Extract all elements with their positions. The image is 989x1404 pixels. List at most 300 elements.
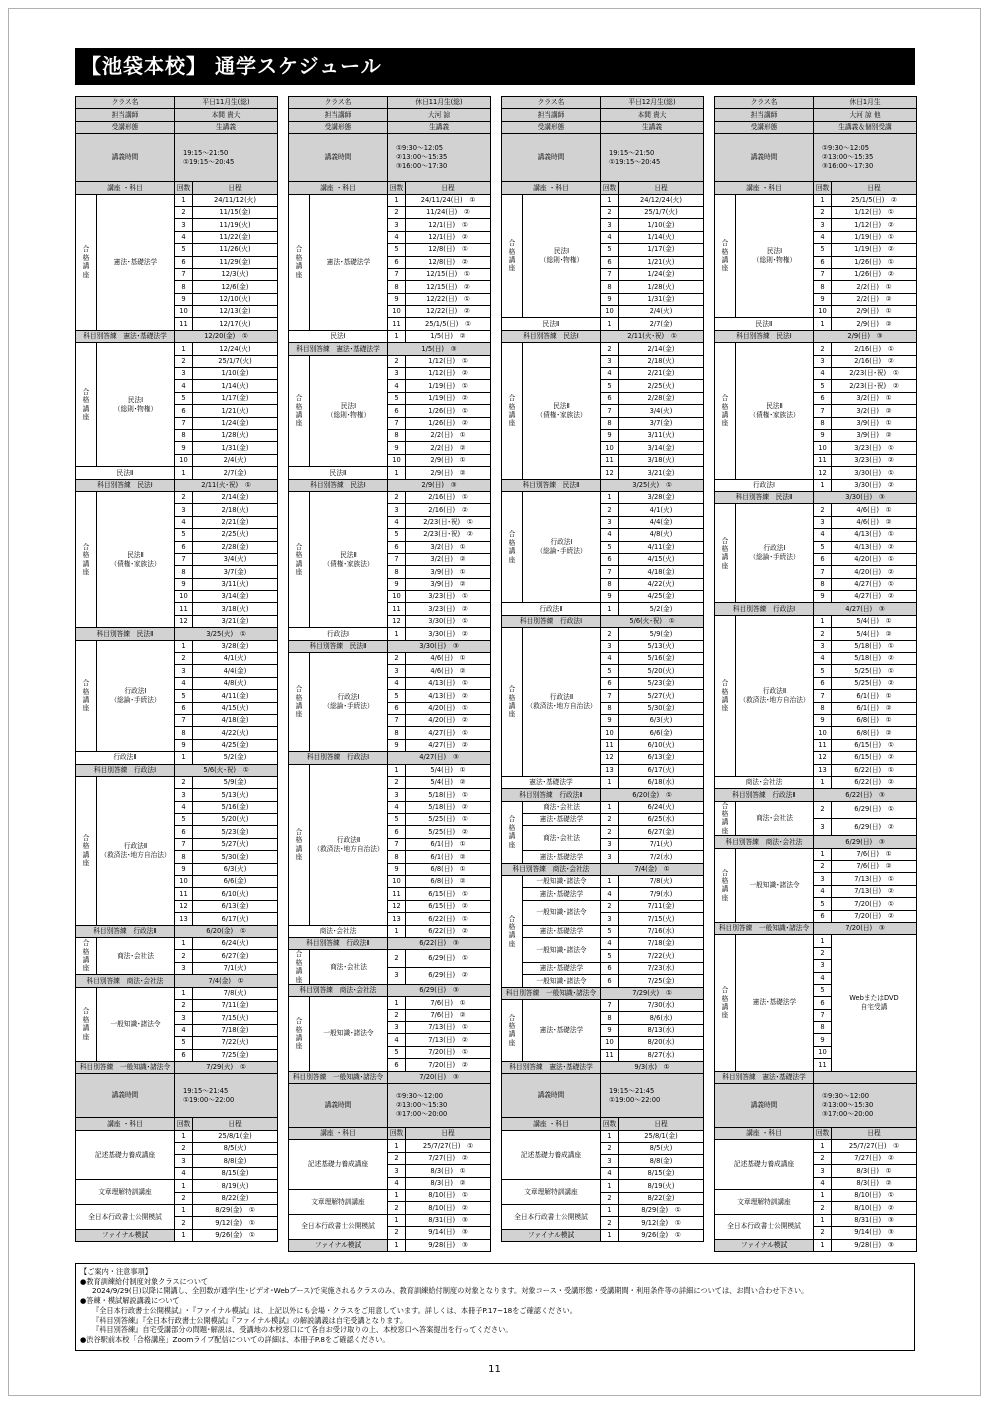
session-date: 7/6(日) ① bbox=[832, 848, 917, 860]
session-number: 2 bbox=[388, 1202, 406, 1214]
session-number: 6 bbox=[388, 826, 406, 838]
session-date: 6/15(日) ② bbox=[832, 752, 917, 764]
subject-name: 憲法･基礎法学 bbox=[310, 194, 388, 330]
session-date: 7/20(日) ① bbox=[406, 1046, 491, 1058]
session-date: 3/28(金) bbox=[193, 640, 278, 652]
count-header: 回数 bbox=[601, 182, 619, 194]
subject-name: 商法･会社法 bbox=[97, 938, 175, 975]
course-header: 講座 ・科目 bbox=[289, 1128, 388, 1140]
session-number: 2 bbox=[814, 628, 832, 640]
extra-course-name: 記述基礎力養成講座 bbox=[289, 1140, 388, 1190]
session-date: 8/22(金) bbox=[619, 1192, 704, 1204]
session-number: 7 bbox=[175, 417, 193, 429]
table-row bbox=[289, 752, 491, 764]
answer-drill-label: 科目別答練 一般知識･諸法令 bbox=[76, 1061, 175, 1073]
table-row bbox=[289, 1189, 491, 1201]
subject-name: 民法Ⅱ （債権･家族法） bbox=[97, 491, 175, 627]
answer-drill-date: 4/27(日) ③ bbox=[814, 603, 917, 615]
count-header: 回数 bbox=[601, 1118, 619, 1130]
session-number: 7 bbox=[175, 268, 193, 280]
session-number: 3 bbox=[601, 355, 619, 367]
session-date: 4/6(日) ② bbox=[406, 665, 491, 677]
session-number: 5 bbox=[601, 244, 619, 256]
session-number: 6 bbox=[814, 910, 832, 922]
session-date: 6/8(日) ② bbox=[406, 876, 491, 888]
pass-course-label: 合 格 講 座 bbox=[289, 194, 310, 330]
table-row bbox=[76, 938, 278, 950]
schedule-table bbox=[714, 96, 917, 1252]
table-row bbox=[289, 479, 491, 491]
session-number: 11 bbox=[175, 603, 193, 615]
table-row bbox=[289, 355, 491, 367]
session-date: 7/20(日) ① bbox=[832, 898, 917, 910]
schedule-column-2 bbox=[288, 96, 490, 1252]
table-row bbox=[289, 950, 491, 967]
course-header: 講座 ・科目 bbox=[289, 182, 388, 194]
session-date: 2/25(火) bbox=[193, 529, 278, 541]
table-row bbox=[715, 194, 917, 206]
answer-drill-date: 12/20(金) ① bbox=[175, 330, 278, 342]
subject-name: 行政法Ⅱ （救済法･地方自治法） bbox=[310, 764, 388, 925]
session-date: 1/5(日) ② bbox=[406, 330, 491, 342]
session-date: 5/2(金) bbox=[193, 752, 278, 764]
session-date: 7/22(火) bbox=[619, 950, 704, 962]
session-date: 7/11(金) bbox=[193, 999, 278, 1011]
session-number: 1 bbox=[814, 1214, 832, 1226]
table-row bbox=[502, 182, 704, 194]
session-date: 7/13(日) ① bbox=[406, 1022, 491, 1034]
session-number: 8 bbox=[601, 417, 619, 429]
table-row bbox=[715, 479, 917, 491]
session-number: 5 bbox=[175, 392, 193, 404]
header-label: 担当講師 bbox=[502, 109, 601, 121]
pass-course-label: 合 格 講 座 bbox=[715, 848, 736, 922]
header-label: クラス名 bbox=[715, 97, 814, 109]
table-row bbox=[289, 984, 491, 996]
session-date: 24/12/24(火) bbox=[619, 194, 704, 206]
session-number: 5 bbox=[601, 380, 619, 392]
session-date: 2/9(日) ② bbox=[832, 318, 917, 330]
note-item bbox=[80, 1286, 910, 1296]
session-number: 1 bbox=[388, 1214, 406, 1226]
time-value: ①9:30～12:05 ②13:00～15:35 ③16:00～17:30 bbox=[814, 134, 917, 182]
answer-drill-date: 6/20(金) ① bbox=[601, 789, 704, 801]
table-row bbox=[502, 863, 704, 875]
session-date: 6/13(金) bbox=[619, 752, 704, 764]
table-row bbox=[502, 1074, 704, 1118]
session-date: 4/4(金) bbox=[193, 665, 278, 677]
table-row bbox=[502, 603, 704, 615]
schedule-table bbox=[501, 96, 704, 1242]
session-number: 5 bbox=[388, 529, 406, 541]
session-number: 2 bbox=[175, 999, 193, 1011]
subject-name: 一般知識･諸法令 bbox=[523, 876, 601, 888]
session-date: 9/28(日) ③ bbox=[406, 1239, 491, 1251]
session-number: 9 bbox=[601, 1024, 619, 1036]
session-date: 6/29(日) ① bbox=[832, 801, 917, 818]
pass-course-label: 合 格 講 座 bbox=[715, 343, 736, 479]
answer-drill-date: 4/27(日) ③ bbox=[388, 752, 491, 764]
note-item bbox=[80, 1325, 910, 1335]
session-number: 2 bbox=[601, 900, 619, 912]
session-number: 5 bbox=[814, 244, 832, 256]
table-row bbox=[76, 975, 278, 987]
table-row bbox=[502, 925, 704, 937]
session-date: 2/28(金) bbox=[619, 392, 704, 404]
session-number: 11 bbox=[388, 603, 406, 615]
session-date: 8/31(日) ③ bbox=[406, 1214, 491, 1226]
session-date: 3/7(金) bbox=[619, 417, 704, 429]
session-date: 5/25(日) ② bbox=[832, 677, 917, 689]
session-number: 8 bbox=[388, 727, 406, 739]
session-number: 2 bbox=[814, 801, 832, 818]
extra-course-name: 全日本行政書士公開模試 bbox=[502, 1205, 601, 1230]
class-name: 休日1月生 bbox=[814, 97, 917, 109]
session-date: 8/10(日) ① bbox=[406, 1189, 491, 1201]
table-row bbox=[76, 640, 278, 652]
date-header: 日程 bbox=[832, 1128, 917, 1140]
session-date: 4/8(火) bbox=[619, 529, 704, 541]
session-date: 1/28(火) bbox=[619, 281, 704, 293]
session-date: 8/27(水) bbox=[619, 1049, 704, 1061]
session-date: 7/20(日) ② bbox=[406, 1059, 491, 1071]
subject-name: 商法･会社法 bbox=[523, 826, 601, 851]
table-row bbox=[502, 1130, 704, 1142]
pass-course-label: 合 格 講 座 bbox=[76, 343, 97, 467]
session-number: 1 bbox=[814, 615, 832, 627]
session-number: 2 bbox=[388, 491, 406, 503]
session-number: 9 bbox=[175, 442, 193, 454]
session-number: 3 bbox=[175, 504, 193, 516]
session-date: 6/24(火) bbox=[193, 938, 278, 950]
table-row bbox=[289, 194, 491, 206]
answer-drill-date: 6/29(日) ③ bbox=[814, 836, 917, 848]
session-date: 2/9(日) ① bbox=[406, 454, 491, 466]
session-date: 5/4(日) ① bbox=[832, 615, 917, 627]
session-date: 1/14(火) bbox=[193, 380, 278, 392]
session-number: 5 bbox=[601, 665, 619, 677]
class-name: 平日11月生(総) bbox=[175, 97, 278, 109]
header-label: 担当講師 bbox=[715, 109, 814, 121]
time-label: 講義時間 bbox=[502, 1074, 601, 1118]
session-number: 7 bbox=[814, 690, 832, 702]
session-date: 5/9(金) bbox=[193, 776, 278, 788]
table-row bbox=[715, 1214, 917, 1226]
schedule-column-4 bbox=[714, 96, 916, 1252]
session-date: 1/19(日) ① bbox=[832, 231, 917, 243]
session-date: 6/17(火) bbox=[193, 913, 278, 925]
session-date: 7/18(金) bbox=[193, 1024, 278, 1036]
table-row bbox=[76, 134, 278, 182]
session-number: 5 bbox=[601, 541, 619, 553]
session-number: 1 bbox=[388, 1189, 406, 1201]
course-header: 講座 ・科目 bbox=[502, 1118, 601, 1130]
table-row bbox=[289, 97, 491, 109]
session-number: 2 bbox=[388, 355, 406, 367]
session-date: 25/7/27(日) ① bbox=[832, 1140, 917, 1152]
pass-course-label: 合 格 講 座 bbox=[76, 987, 97, 1061]
session-date: 6/27(金) bbox=[619, 826, 704, 838]
answer-drill-date: 9/3(水) ① bbox=[601, 1061, 704, 1073]
note-bullet: ● bbox=[80, 1296, 87, 1306]
session-number: 4 bbox=[175, 1167, 193, 1179]
session-date: 8/20(水) bbox=[619, 1037, 704, 1049]
session-date: 2/7(金) bbox=[619, 318, 704, 330]
session-number: 8 bbox=[814, 417, 832, 429]
table-row bbox=[289, 1140, 491, 1152]
table-row bbox=[715, 1189, 917, 1201]
answer-drill-date: 3/25(火) ① bbox=[175, 628, 278, 640]
session-number: 2 bbox=[175, 1217, 193, 1229]
session-date: 7/2(水) bbox=[619, 851, 704, 863]
session-number: 1 bbox=[601, 1229, 619, 1241]
session-date: 6/15(日) ① bbox=[406, 888, 491, 900]
session-number: 8 bbox=[175, 281, 193, 293]
session-date: 3/18(火) bbox=[193, 603, 278, 615]
answer-drill-label: 科目別答練 行政法Ⅱ bbox=[76, 925, 175, 937]
session-date: 2/23(日･祝) ② bbox=[406, 529, 491, 541]
subject-name: 民法Ⅰ （総則･物権） bbox=[736, 194, 814, 318]
schedule-table bbox=[288, 96, 491, 1252]
session-number: 2 bbox=[388, 1227, 406, 1239]
session-date: 5/20(火) bbox=[193, 814, 278, 826]
teacher-name: 本間 貴大 bbox=[175, 109, 278, 121]
session-date: 7/9(水) bbox=[619, 888, 704, 900]
session-number: 10 bbox=[814, 306, 832, 318]
answer-drill-label: 科目別答練 一般知識･諸法令 bbox=[289, 1071, 388, 1083]
table-row bbox=[76, 1061, 278, 1073]
answer-drill-label: 科目別答練 民法Ⅱ bbox=[289, 640, 388, 652]
session-date: 4/18(金) bbox=[619, 566, 704, 578]
note-text: 教育訓練給付制度対象クラスについて bbox=[86, 1276, 209, 1286]
answer-drill-date: 7/29(火) ① bbox=[601, 987, 704, 999]
session-date: 2/2(日) ② bbox=[406, 442, 491, 454]
table-row bbox=[715, 776, 917, 788]
session-number: 3 bbox=[814, 960, 832, 972]
table-row bbox=[502, 109, 704, 121]
session-date: 9/12(金) ① bbox=[193, 1217, 278, 1229]
session-number: 6 bbox=[601, 256, 619, 268]
subject-name: 憲法･基礎法学 bbox=[523, 851, 601, 863]
session-date: 4/27(日) ① bbox=[406, 727, 491, 739]
session-number: 2 bbox=[388, 206, 406, 218]
date-header: 日程 bbox=[406, 1128, 491, 1140]
session-date: 7/6(日) ① bbox=[406, 997, 491, 1009]
session-date: 25/8/1(金) bbox=[619, 1130, 704, 1142]
count-header: 回数 bbox=[814, 182, 832, 194]
table-row bbox=[76, 121, 278, 133]
session-date: 6/15(日) ② bbox=[406, 900, 491, 912]
session-date: 2/9(日) ① bbox=[832, 306, 917, 318]
session-number: 9 bbox=[601, 714, 619, 726]
extra-course-name: 全日本行政書士公開模試 bbox=[76, 1205, 175, 1230]
session-date: 12/6(金) bbox=[193, 281, 278, 293]
pass-course-label: 合 格 講 座 bbox=[715, 194, 736, 318]
session-number: 5 bbox=[388, 392, 406, 404]
session-number: 9 bbox=[814, 714, 832, 726]
answer-drill-date: 6/20(金) ① bbox=[175, 925, 278, 937]
session-number: 4 bbox=[601, 231, 619, 243]
table-row bbox=[76, 194, 278, 206]
session-number: 4 bbox=[175, 380, 193, 392]
answer-drill-label: 科目別答練 民法Ⅱ bbox=[76, 628, 175, 640]
session-date: 6/22(日) ① bbox=[832, 764, 917, 776]
session-date: 11/15(金) bbox=[193, 206, 278, 218]
session-number: 1 bbox=[175, 1180, 193, 1192]
subject-start-label: 行政法Ⅰ bbox=[289, 628, 388, 640]
session-number: 3 bbox=[814, 1165, 832, 1177]
session-date: 1/12(日) ① bbox=[832, 206, 917, 218]
session-number: 9 bbox=[388, 739, 406, 751]
session-date: 2/2(日) ② bbox=[832, 293, 917, 305]
table-row bbox=[715, 491, 917, 503]
session-number: 3 bbox=[814, 818, 832, 835]
session-date: 5/23(金) bbox=[619, 677, 704, 689]
notes-box bbox=[75, 1263, 915, 1351]
pass-course-label: 合 格 講 座 bbox=[76, 776, 97, 925]
session-number: 9 bbox=[601, 429, 619, 441]
session-date: 6/27(金) bbox=[193, 950, 278, 962]
session-number: 2 bbox=[175, 206, 193, 218]
session-number: 8 bbox=[388, 281, 406, 293]
table-row bbox=[289, 182, 491, 194]
session-date: 12/3(火) bbox=[193, 268, 278, 280]
session-date: 3/30(日) ① bbox=[832, 467, 917, 479]
session-number: 7 bbox=[814, 1009, 832, 1021]
subject-name: 商法･会社法 bbox=[736, 801, 814, 836]
table-row bbox=[502, 876, 704, 888]
session-number: 3 bbox=[601, 913, 619, 925]
table-row bbox=[76, 628, 278, 640]
session-number: 1 bbox=[388, 1140, 406, 1152]
session-number: 2 bbox=[175, 776, 193, 788]
session-date: 6/1(日) ① bbox=[406, 838, 491, 850]
answer-drill-label: 科目別答練 行政法Ⅰ bbox=[76, 764, 175, 776]
answer-drill-label: 科目別答練 一般知識･諸法令 bbox=[502, 987, 601, 999]
answer-drill-date: 2/9(日) ③ bbox=[388, 479, 491, 491]
session-number: 1 bbox=[814, 1189, 832, 1201]
table-row bbox=[76, 491, 278, 503]
session-number: 9 bbox=[175, 578, 193, 590]
session-date: 7/16(水) bbox=[619, 925, 704, 937]
session-date: 1/26(日) ② bbox=[832, 268, 917, 280]
session-date: 12/15(日) ② bbox=[406, 281, 491, 293]
session-date: 1/24(金) bbox=[619, 268, 704, 280]
session-date: 5/27(火) bbox=[619, 690, 704, 702]
session-number: 11 bbox=[601, 739, 619, 751]
header-label: 受講形態 bbox=[502, 121, 601, 133]
session-number: 1 bbox=[388, 997, 406, 1009]
session-date: 1/24(金) bbox=[193, 417, 278, 429]
class-name: 平日12月生(総) bbox=[601, 97, 704, 109]
format-value: 生講義 bbox=[175, 121, 278, 133]
table-row bbox=[715, 1071, 917, 1083]
session-date: 8/3(日) ② bbox=[406, 1177, 491, 1189]
session-number: 5 bbox=[814, 541, 832, 553]
table-row bbox=[289, 764, 491, 776]
session-number: 8 bbox=[814, 702, 832, 714]
session-date: 5/13(火) bbox=[193, 789, 278, 801]
session-number: 4 bbox=[601, 888, 619, 900]
session-number: 2 bbox=[175, 1143, 193, 1155]
session-number: 9 bbox=[388, 293, 406, 305]
session-number: 3 bbox=[175, 368, 193, 380]
session-date: 1/31(金) bbox=[619, 293, 704, 305]
table-row bbox=[502, 975, 704, 987]
session-number: 2 bbox=[814, 1202, 832, 1214]
table-row bbox=[715, 97, 917, 109]
session-date: 5/23(金) bbox=[193, 826, 278, 838]
table-row bbox=[715, 1140, 917, 1152]
session-number: 2 bbox=[388, 1009, 406, 1021]
session-number: 2 bbox=[601, 504, 619, 516]
session-number: 8 bbox=[175, 566, 193, 578]
session-number: 4 bbox=[388, 1034, 406, 1046]
answer-drill-date: 6/22(日) ③ bbox=[814, 789, 917, 801]
table-row bbox=[715, 504, 917, 516]
session-date: 3/28(金) bbox=[619, 491, 704, 503]
subject-start-label: 民法Ⅱ bbox=[76, 467, 175, 479]
table-row bbox=[502, 479, 704, 491]
session-date: 7/1(火) bbox=[619, 838, 704, 850]
session-number: 4 bbox=[175, 677, 193, 689]
table-row bbox=[76, 330, 278, 342]
session-date: 4/20(日) ② bbox=[832, 566, 917, 578]
header-label: 受講形態 bbox=[715, 121, 814, 133]
session-date: 6/24(火) bbox=[619, 801, 704, 813]
session-date: 3/23(日) ① bbox=[406, 591, 491, 603]
table-row bbox=[76, 109, 278, 121]
session-number: 6 bbox=[175, 826, 193, 838]
session-number: 7 bbox=[388, 553, 406, 565]
session-number: 1 bbox=[814, 935, 832, 947]
extra-course-name: ファイナル模試 bbox=[715, 1239, 814, 1251]
count-header: 回数 bbox=[388, 182, 406, 194]
table-row bbox=[502, 1061, 704, 1073]
session-date: 4/27(日) ② bbox=[406, 739, 491, 751]
session-number: 1 bbox=[814, 194, 832, 206]
session-number: 1 bbox=[814, 318, 832, 330]
answer-drill-label: 科目別答練 行政法Ⅱ bbox=[715, 789, 814, 801]
session-date: 2/16(日) ① bbox=[832, 343, 917, 355]
session-date: 8/3(日) ① bbox=[832, 1165, 917, 1177]
pass-course-label: 合 格 講 座 bbox=[289, 950, 310, 985]
answer-drill-label: 科目別答練 憲法･基礎法学 bbox=[289, 343, 388, 355]
table-row bbox=[502, 121, 704, 133]
session-number: 4 bbox=[388, 677, 406, 689]
session-number: 1 bbox=[388, 764, 406, 776]
session-number: 1 bbox=[601, 318, 619, 330]
table-row bbox=[715, 922, 917, 934]
session-date: 4/20(日) ① bbox=[832, 553, 917, 565]
session-date: 5/4(日) ② bbox=[406, 776, 491, 788]
pass-course-label: 合 格 講 座 bbox=[76, 938, 97, 975]
table-row bbox=[76, 1118, 278, 1130]
session-date: 7/25(金) bbox=[619, 975, 704, 987]
date-header: 日程 bbox=[619, 1118, 704, 1130]
session-date: 8/3(日) ② bbox=[832, 1177, 917, 1189]
extra-course-name: 記述基礎力養成講座 bbox=[715, 1140, 814, 1190]
session-number: 1 bbox=[175, 1130, 193, 1142]
header-label: クラス名 bbox=[76, 97, 175, 109]
table-row bbox=[715, 848, 917, 860]
session-date: 9/26(金) ① bbox=[193, 1229, 278, 1241]
session-number: 2 bbox=[601, 1192, 619, 1204]
format-value: 生講義 bbox=[388, 121, 491, 133]
session-date: 1/19(日) ② bbox=[406, 392, 491, 404]
session-number: 3 bbox=[601, 516, 619, 528]
session-date: 6/13(金) bbox=[193, 900, 278, 912]
